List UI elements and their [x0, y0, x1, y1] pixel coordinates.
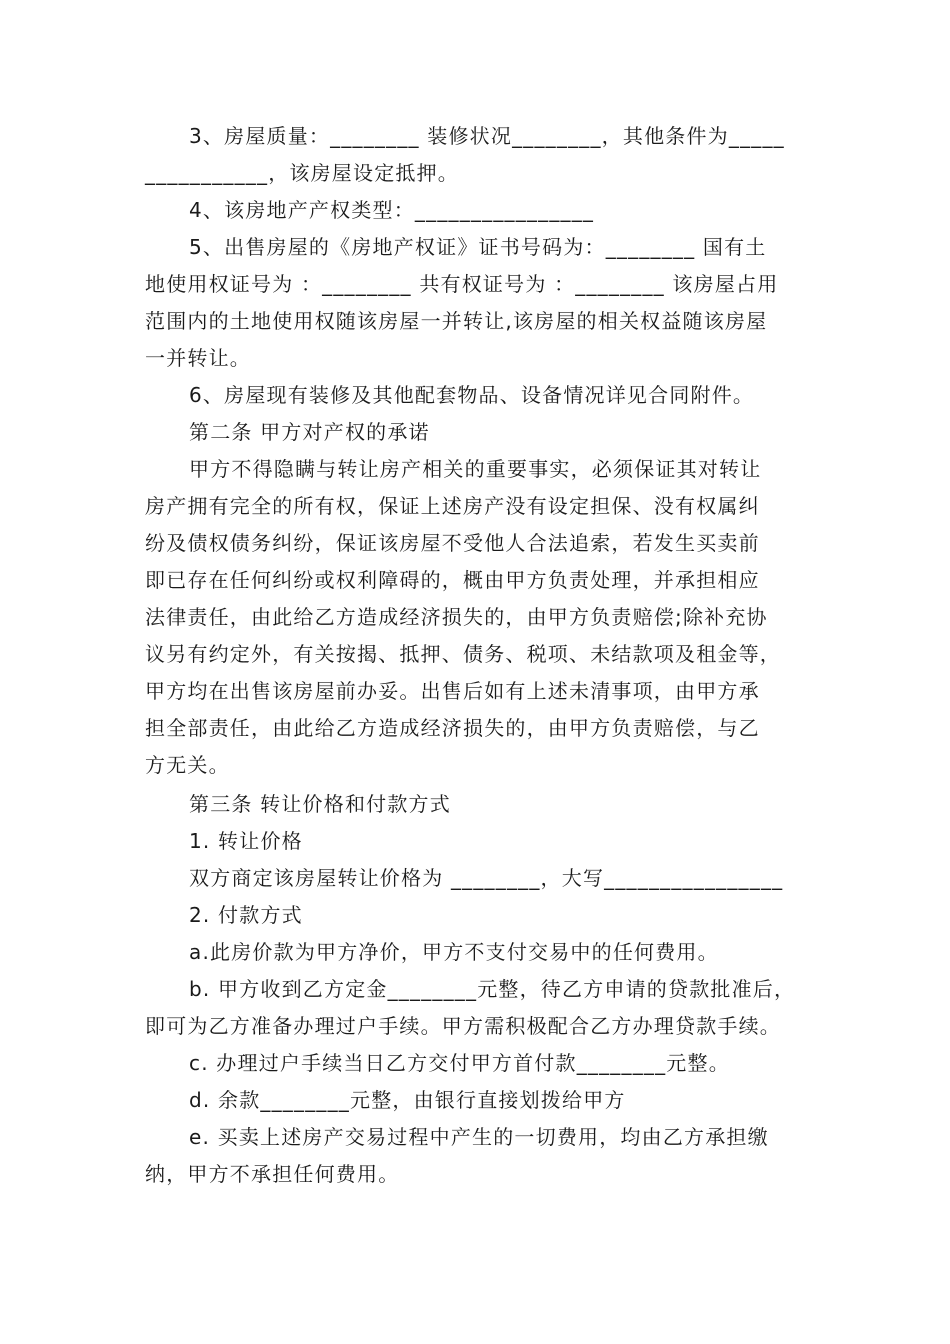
text-line: 方无关。: [145, 753, 230, 777]
text-line: 即已存在任何纠纷或权利障碍的，概由甲方负责处理，并承担相应: [145, 568, 760, 592]
paragraph-house-quality: [145, 118, 813, 192]
text-line: 1. 转让价格: [189, 829, 303, 853]
article-3-heading: [145, 786, 813, 823]
paragraph-transfer-price: [145, 860, 813, 897]
text-line: 法律责任，由此给乙方造成经济损失的，由甲方负责赔偿;除补充协: [145, 605, 768, 629]
text-line: 范围内的土地使用权随该房屋一并转让,该房屋的相关权益随该房屋: [145, 309, 768, 333]
paragraph-certificate-numbers: [145, 229, 813, 377]
text-line: 双方商定该房屋转让价格为 ________，大写________________: [189, 866, 784, 890]
paragraph-payment-e: [145, 1119, 813, 1193]
text-line: 纳，甲方不承担任何费用。: [145, 1162, 400, 1186]
text-line: 2. 付款方式: [189, 903, 303, 927]
text-line: d. 余款________元整，由银行直接划拨给甲方: [189, 1088, 626, 1112]
text-line: 5、出售房屋的《房地产权证》证书号码为：________ 国有土: [189, 235, 767, 259]
text-line: 担全部责任，由此给乙方造成经济损失的，由甲方负责赔偿，与乙: [145, 716, 760, 740]
paragraph-decoration-attachment: [145, 377, 813, 414]
article-2-heading: [145, 414, 813, 451]
section-payment-method-heading: [145, 897, 813, 934]
text-line: 议另有约定外，有关按揭、抵押、债务、税项、未结款项及租金等，: [145, 642, 781, 666]
text-line: 即可为乙方准备办理过户手续。甲方需积极配合乙方办理贷款手续。: [145, 1014, 781, 1038]
text-line: a.此房价款为甲方净价，甲方不支付交易中的任何费用。: [189, 940, 719, 964]
text-line: 3、房屋质量：________ 装修状况________，其他条件为_____: [189, 124, 785, 148]
text-line: 甲方均在出售该房屋前办妥。出售后如有上述未清事项，由甲方承: [145, 679, 760, 703]
text-line: 第三条 转让价格和付款方式: [189, 792, 451, 816]
text-line: 第二条 甲方对产权的承诺: [189, 420, 430, 444]
text-line: b. 甲方收到乙方定金________元整，待乙方申请的贷款批准后，: [189, 977, 796, 1001]
paragraph-ownership-promise: [145, 451, 813, 784]
text-line: c. 办理过户手续当日乙方交付甲方首付款________元整。: [189, 1051, 730, 1075]
text-line: 纷及债权债务纠纷，保证该房屋不受他人合法追索，若发生买卖前: [145, 531, 760, 555]
text-line: 一并转让。: [145, 346, 251, 370]
text-line: 4、该房地产产权类型：________________: [189, 198, 595, 222]
text-line: e. 买卖上述房产交易过程中产生的一切费用，均由乙方承担缴: [189, 1125, 769, 1149]
paragraph-payment-d: [145, 1082, 813, 1119]
text-line: 甲方不得隐瞒与转让房产相关的重要事实，必须保证其对转让: [189, 457, 762, 481]
paragraph-property-type: [145, 192, 813, 229]
section-transfer-price-heading: [145, 823, 813, 860]
text-line: 地使用权证号为 ：________ 共有权证号为 ：________ 该房屋占用: [145, 272, 779, 296]
paragraph-payment-b: [145, 971, 813, 1045]
paragraph-payment-c: [145, 1045, 813, 1082]
text-line: ___________，该房屋设定抵押。: [145, 161, 459, 185]
text-line: 6、房屋现有装修及其他配套物品、设备情况详见合同附件。: [189, 383, 755, 407]
text-line: 房产拥有完全的所有权，保证上述房产没有设定担保、没有权属纠: [145, 494, 760, 518]
paragraph-payment-a: [145, 934, 813, 971]
